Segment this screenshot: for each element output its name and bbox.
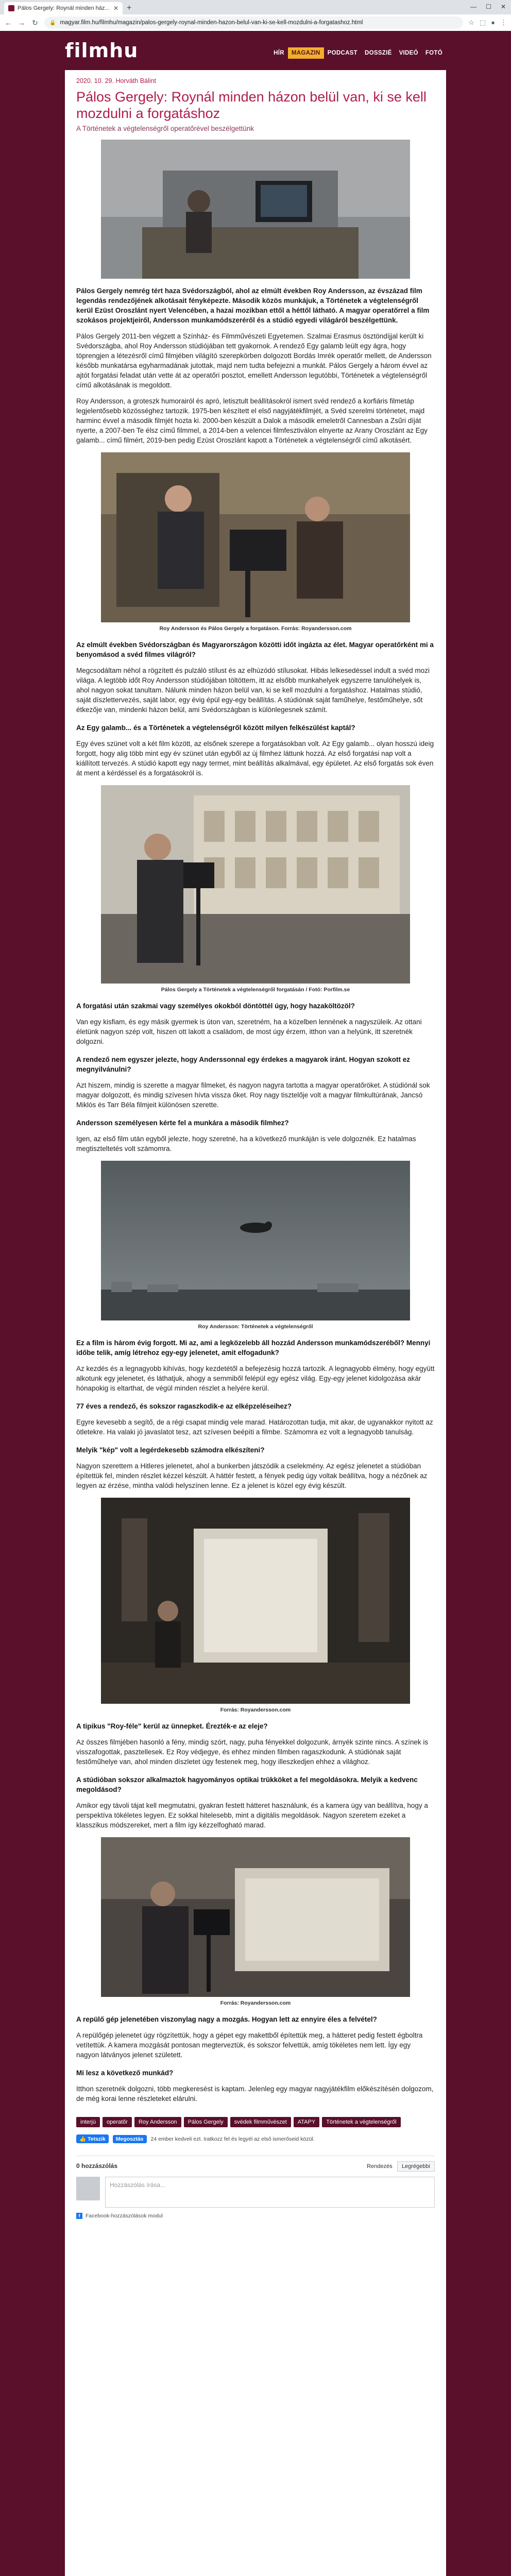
comments-header bbox=[76, 2162, 435, 2170]
sort-select[interactable]: Legrégebbi bbox=[397, 2161, 435, 2172]
image-caption: Roy Andersson: Történetek a végtelenségről bbox=[198, 1324, 313, 1330]
paragraph: Amikor egy távoli tájat kell megmutatni, gyakran festett hátteret használunk, és a kamera úgy van beállítva, hogy a perspektíva tökéletes legyen. Ez sokkal hitelesebb, mint a digitális megoldások. Nagyon szeretem ezeket a klasszikus módszereket, mert a film így kézzelfogható marad. bbox=[76, 1802, 428, 1829]
interview-question: A stúdióban sokszor alkalmaztok hagyományos optikai trükköket a fel megoldásokra. Melyik a kedvenc megoldásod? bbox=[76, 1776, 418, 1793]
interview-question: Ez a film is három évig forgott. Mi az, ami a legközelebb áll hozzád Andersson munkamódszeréből? Mennyi időbe telik, amíg létrehoz egy-egy jelenetet, amit elfogadunk? bbox=[76, 1339, 431, 1357]
article-lead: Pálos Gergely nemrég tért haza Svédországból, ahol az elmúlt években Roy Andersson, az évszázad film legendás rendezőjének alkotásait fényképezte. Második közös munkájuk, a Történetek a végtelenségről kerül Ezüst Oroszlánt nyert Velencében, a hazai mozikban ettől a héttől látható. A magyar operatőrrel a film szokásos projektjeiről, Andersson munkamódszeréről és a stúdió egyedi világáról beszélgettünk. bbox=[76, 287, 430, 324]
image-caption: Roy Andersson és Pálos Gergely a forgatáson. Forrás: Royandersson.com bbox=[159, 625, 352, 632]
paragraph: Az kezdés és a legnagyobb kihívás, hogy kezdetétől a befejezésig hozzá tartozik. A legnagyobb élmény, hogy együtt alkotunk egy jelenetet, és láthatjuk, ahogy a semmiből felépül egy egész világ. Egy-egy jelenet kidolgozása akár hónapokig is eltarthat, de végül minden részlet a helyére kerül. bbox=[76, 1365, 435, 1392]
tag[interactable]: Pálos Gergely bbox=[184, 2117, 228, 2127]
star-icon[interactable]: ☆ bbox=[468, 19, 474, 26]
photo-studio-bunker bbox=[101, 1498, 410, 1704]
new-tab-icon[interactable]: + bbox=[127, 4, 132, 12]
address-url: magyar.film.hu/filmhu/magazin/palos-gergely-roynal-minden-hazon-belul-van-ki-se-kell-mozdulni-a-forgatashoz.html bbox=[60, 20, 363, 26]
main-menu bbox=[270, 47, 446, 59]
interview-question: A repülő gép jelenetében viszonylag nagy a mozgás. Hogyan lett az ennyire éles a felvétel? bbox=[76, 2015, 377, 2023]
paragraph: Azt hiszem, mindig is szerette a magyar filmeket, és nagyon nagyra tartotta a magyar operatőröket. A stúdiónál sok magyar dolgozott, és mindig szívesen hívta vissza őket. Roy nagy tisztelője volt a magyar filmkultúrának, Jancsó Miklós és Tarr Béla filmjeit különösen szerette. bbox=[76, 1081, 430, 1109]
avatar bbox=[76, 2177, 100, 2200]
share-text: 24 ember kedveli ezt. Iratkozz fel és legyél az első ismerőseid közül. bbox=[150, 2136, 315, 2142]
address-bar[interactable] bbox=[44, 16, 463, 29]
article-date: 2020. 10. 29. Horváth Bálint bbox=[76, 77, 156, 84]
paragraph: Megcsodáltam néhol a rögzített és pulzáló stílust és az elhúzódó stílusokat. Hibás lelkesedéssel indult a svéd mozi világa. A legtöbb időt Roy Andersson stúdiójában töltöttem, itt az elsőbb munkahelyek egyszerre tanulóhelyek is, ahol nagyon sokat tanultam. Nálunk minden házon belül van, ki se kell mozdulni a forgatáshoz. Hatalmas stúdió, saját díszlettervezés, saját labor, egy évig épül egy-egy beállítás. A stúdiónak saját faműhelye, festőműhelye, sőt étkezője van, mindenki házon belül, ami Svédországban is különlegesnek számít. bbox=[76, 667, 430, 714]
photo-roy-and-palos bbox=[101, 452, 410, 622]
tag[interactable]: ATAPY bbox=[294, 2117, 319, 2127]
profile-icon[interactable]: ● bbox=[491, 19, 495, 26]
menu-item-magazin[interactable]: MAGAZIN bbox=[288, 47, 324, 59]
sort-label: Rendezés bbox=[367, 2163, 393, 2170]
menu-item-video[interactable]: VIDEÓ bbox=[399, 50, 418, 56]
paragraph: Egyre kevesebb a segítő, de a régi csapat mindig vele marad. Határozottan tudja, mit akar, de ugyanakkor nyitott az ötletekre. Ha valaki jó javaslatot tesz, azt szívesen beépíti a filmbe. Számomra ez volt a legnagyobb tanulság. bbox=[76, 1418, 433, 1436]
interview-question: Mi lesz a következő munkád? bbox=[76, 2069, 174, 2077]
comment-input[interactable]: Hozzászólás írása... bbox=[105, 2177, 435, 2208]
comments-section bbox=[76, 2156, 435, 2219]
paragraph: Igen, az első film után egyből jelezte, hogy szeretné, ha a következő munkáján is vele dolgoznék. Ez hatalmas megtiszteltetés volt számomra. bbox=[76, 1135, 416, 1153]
paragraph: Egy éves szünet volt a két film között, az elsőnek szerepe a forgatásokban volt. Az Egy galamb... olyan hosszú ideig forgott, hogy alig több mint egy év szünet után egyből az új filmhez láttunk hozzá. Az első forgatási nap volt a kiállított tervezés. A stúdió kapott egy nagy termet, mint beállítás alkalmával, egy épületet. Az első forgatás sok éven át ment a kérdéssel és a forgatásokról is. bbox=[76, 740, 434, 777]
comment-composer bbox=[76, 2177, 435, 2208]
plugin-text[interactable]: Facebook-hozzászólások modul bbox=[86, 2213, 163, 2219]
article-panel bbox=[65, 70, 446, 2576]
tag[interactable]: svédek filmművészet bbox=[230, 2117, 291, 2127]
interview-question: A tipikus "Roy-féle" kerül az ünnepket. Érezték-e az eleje? bbox=[76, 1722, 268, 1730]
menu-item-hir[interactable]: HÍR bbox=[274, 50, 284, 56]
tag[interactable]: Történetek a végtelenségről bbox=[322, 2117, 400, 2127]
paragraph: Nagyon szerettem a Hitleres jelenetet, ahol a bunkerben játszódik a cselekmény. Az egész jelenetet a stúdióban építettük fel, minden részlet kézzel készült. A háttér festett, a fények pedig úgy voltak beállítva, hogy a nézőnek az legyen az érzése, mintha valódi helyszínen lenne. Ez a jelenet is közel egy évig készült. bbox=[76, 1462, 428, 1489]
minimize-icon[interactable]: — bbox=[470, 3, 477, 10]
browser-toolbar bbox=[0, 14, 511, 31]
toolbar-icons bbox=[468, 19, 507, 27]
tab-title: Pálos Gergely: Roynál minden ház... bbox=[18, 5, 110, 11]
header-inner bbox=[65, 31, 446, 70]
article-title: Pálos Gergely: Roynál minden házon belül van, ki se kell mozdulni a forgatáshoz bbox=[76, 89, 427, 121]
image-caption: Pálos Gergely a Történetek a végtelenségről forgatásán / Fotó: Porfilm.se bbox=[161, 987, 350, 993]
close-tab-icon[interactable]: ✕ bbox=[113, 5, 118, 12]
tab-strip bbox=[0, 0, 511, 14]
menu-dots-icon[interactable]: ⋮ bbox=[500, 19, 507, 26]
paragraph: Pálos Gergely 2011-ben végzett a Színház- és Filmművészeti Egyetemen. Szalmai Erasmus ösztöndíjjal került ki Svédországba, ahol Roy Andersson stúdiójában tett gyakornok. A rendező Egy galamb leült egy ágra, hogy töprengjen a létezésről című filmjében világító szerepkörben dolgozott Bordás Imrék operatőr mellett, de Andersson később munkatársa egyharmadának jutottak, majd nem tudta befejezni a munkát. Pálos Gergely a három évvel az ajtót forgatási feladat után vette át az operatőri posztot, emellett Andersson legutóbbi, Történetek a végtelenségről című alkotásának is megoldott. bbox=[76, 332, 432, 389]
site-header bbox=[0, 31, 511, 70]
favicon-icon bbox=[8, 5, 14, 11]
paragraph: Az összes filmjében hasonló a fény, mindig szórt, nagy, puha fényekkel dolgozunk, árnyék szinte nincs. A színek is visszafogottak, pasztellesek. Ez Roy védjegye, és ehhez minden filmben ragaszkodunk. A stúdiónak saját festőműhelye van, ahol minden díszletet úgy festenek meg, hogy illeszkedjen ehhez a világhoz. bbox=[76, 1738, 429, 1766]
fb-share-button[interactable]: Megosztás bbox=[113, 2135, 147, 2143]
interview-question: 77 éves a rendező, és sokszor ragaszkodik-e az elképzeléseihez? bbox=[76, 1402, 292, 1410]
share-bar bbox=[76, 2134, 435, 2143]
extensions-icon[interactable]: ⬚ bbox=[479, 19, 486, 26]
tag[interactable]: operatőr bbox=[103, 2117, 132, 2127]
window-controls bbox=[470, 3, 506, 10]
tag[interactable]: Roy Andersson bbox=[134, 2117, 181, 2127]
photo-palos-on-set bbox=[101, 785, 410, 984]
interview-question: A rendező nem egyszer jelezte, hogy Anderssonnal egy érdekes a magyarok iránt. Hogyan szokott ez megnyilvánulni? bbox=[76, 1056, 410, 1073]
comment-count: 0 hozzászólás bbox=[76, 2162, 118, 2170]
paragraph: A repülőgép jelenetet úgy rögzítettük, hogy a gépet egy makettből építettük meg, a hátteret pedig festett égboltra vetítettük. A kamera mozgását pontosan megterveztük, és sokszor felvettük, amíg tökéletes nem lett. Így egy nagyon látványos jelenet született. bbox=[76, 2031, 423, 2059]
menu-item-dosszie[interactable]: DOSSZIÉ bbox=[364, 50, 392, 56]
fb-like-button[interactable]: 👍 Tetszik bbox=[76, 2134, 109, 2143]
forward-icon[interactable]: → bbox=[18, 19, 25, 27]
menu-item-podcast[interactable]: PODCAST bbox=[327, 50, 357, 56]
image-caption: Forrás: Royandersson.com bbox=[220, 1707, 291, 1713]
maximize-icon[interactable]: ☐ bbox=[486, 3, 491, 10]
fb-plugin-note bbox=[76, 2213, 435, 2219]
lock-icon: 🔒 bbox=[49, 20, 56, 26]
interview-question: A forgatási után szakmai vagy személyes okokból döntöttél úgy, hogy hazaköltözöl? bbox=[76, 1002, 355, 1010]
tag-list bbox=[76, 2117, 435, 2127]
back-icon[interactable]: ← bbox=[5, 19, 12, 27]
still-flying-couple bbox=[101, 1161, 410, 1320]
browser-tab[interactable] bbox=[4, 2, 123, 14]
hero-image bbox=[101, 140, 410, 279]
photo-camera-setup bbox=[101, 1837, 410, 1997]
paragraph: Itthon szeretnék dolgozni, több megkeresést is kaptam. Jelenleg egy magyar nagyjátékfilm előkészítésén dolgozom, de még korai lenne részleteket elárulni. bbox=[76, 2085, 434, 2103]
image-caption: Forrás: Royandersson.com bbox=[220, 2000, 291, 2006]
interview-question: Az Egy galamb... és a Történetek a végtelenségről között milyen felkészülést kaptál? bbox=[76, 724, 355, 732]
article-subtitle: A Történetek a végtelenségről operatőrével beszélgettünk bbox=[76, 125, 254, 132]
interview-question: Melyik "kép" volt a legérdekesebb számodra elkészíteni? bbox=[76, 1446, 265, 1454]
tag[interactable]: interjú bbox=[76, 2117, 100, 2127]
paragraph: Roy Andersson, a groteszk humorairól és apró, letisztult beállításokról ismert svéd rendező a korfiáris filmetáp legjelentősebb közösséghez tartozik. 1975-ben készített el első nagyjátékfilmjét, a Svéd szerelmi történetet, majd harminc évvel a második filmjét hozta ki. 2000-ben készült a Dalok a második emeletről Cannesban a Zsűri díját nyerte, a 2007-ben Te élsz című filmmel, a 2014-ben a velencei filmfesztiválon elnyerte az Arany Oroszlánt az Egy galamb... című filmért, 2019-ben pedig Ezüst Oroszlánt kapott a Történetek a végtelenségről című alkotásért. bbox=[76, 397, 428, 444]
paragraph: Van egy kisfiam, és egy másik gyermek is úton van, szeretném, ha a közelben lennének a nagyszüleik. Az ottani életünk nagyon szép volt, hiszen ott lakott a családom, de most úgy érzem, itthon van a helyünk, itt szeretnék dolgozni. bbox=[76, 1018, 422, 1045]
sort-control bbox=[367, 2162, 435, 2170]
site-logo[interactable]: filmhu bbox=[65, 39, 139, 62]
close-window-icon[interactable]: ✕ bbox=[500, 3, 506, 10]
interview-question: Andersson személyesen kérte fel a munkára a második filmhez? bbox=[76, 1119, 289, 1127]
menu-item-foto[interactable]: FOTÓ bbox=[425, 50, 442, 56]
reload-icon[interactable]: ↻ bbox=[32, 18, 38, 27]
interview-question: Az elmúlt években Svédországban és Magyarországon közötti időt ingázta az élet. Magyar operatőrként mi a benyomásod a svéd filmes világról? bbox=[76, 641, 434, 658]
facebook-icon: f bbox=[76, 2213, 82, 2219]
browser-chrome bbox=[0, 0, 511, 31]
